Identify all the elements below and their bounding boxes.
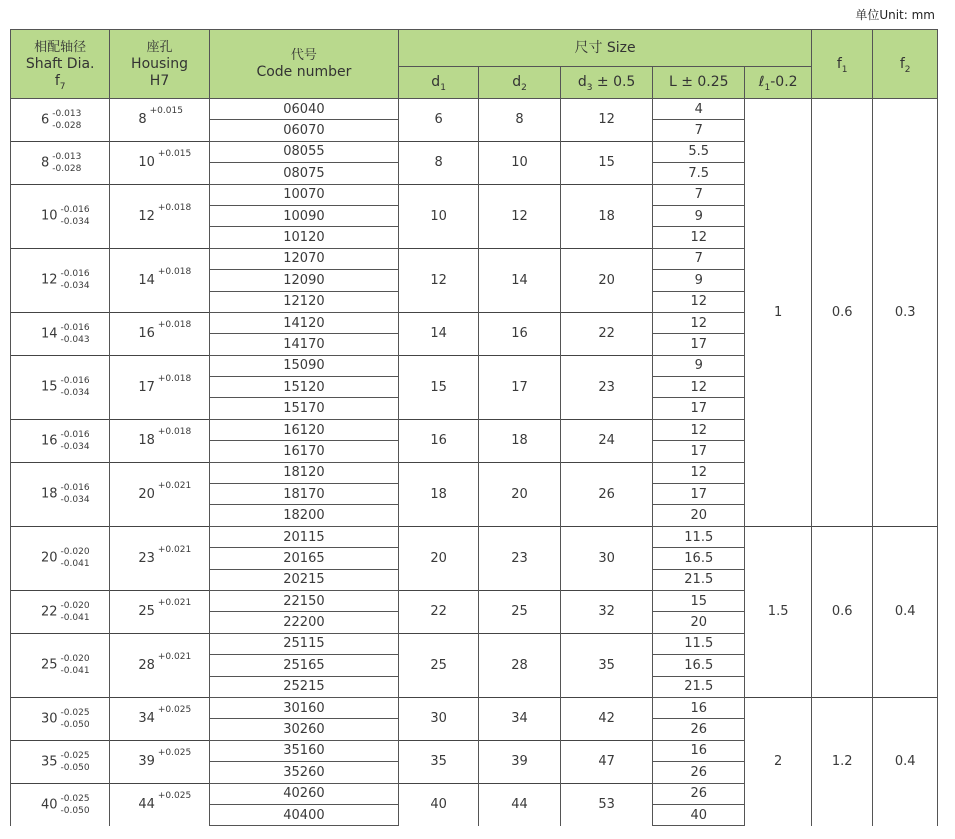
length-cell: 12 <box>653 291 745 312</box>
header-d1: $d_1$ <box>399 67 479 99</box>
housing-nominal: 14 <box>138 272 155 288</box>
shaft-tol-upper: -0.013 <box>52 108 82 119</box>
shaft-dia-cell <box>11 184 110 248</box>
code-cell: 20215 <box>209 569 398 590</box>
code-cell: 18170 <box>209 484 398 505</box>
housing-tolerance: +0.025 <box>157 748 192 759</box>
d2-cell: 18 <box>479 419 561 462</box>
shaft-nominal: 40 <box>41 797 58 813</box>
housing-cell <box>110 590 209 633</box>
shaft-tol-upper: -0.020 <box>60 654 90 665</box>
length-cell: 20 <box>653 505 745 526</box>
code-cell: 25215 <box>209 676 398 697</box>
length-cell: 7 <box>653 248 745 269</box>
l1-cell: 1.5 <box>745 526 812 697</box>
shaft-tolerance <box>61 322 90 346</box>
shaft-nominal: 6 <box>41 112 50 128</box>
code-cell: 10070 <box>209 184 398 205</box>
shaft-tol-lower: -0.034 <box>60 217 90 228</box>
code-cell: 08075 <box>209 163 398 184</box>
d3-cell: 12 <box>561 99 653 142</box>
d1-cell: 6 <box>399 99 479 142</box>
housing-tolerance: +0.021 <box>157 544 192 555</box>
length-cell: 9 <box>653 355 745 376</box>
code-cell: 14120 <box>209 312 398 333</box>
code-cell: 18200 <box>209 505 398 526</box>
shaft-tol-lower: -0.041 <box>60 612 90 623</box>
housing-nominal: 18 <box>138 433 155 449</box>
d1-cell: 18 <box>399 462 479 526</box>
housing-tolerance: +0.018 <box>157 320 192 331</box>
housing-tolerance: +0.015 <box>149 106 183 117</box>
shaft-tol-upper: -0.016 <box>60 269 90 280</box>
shaft-nominal: 18 <box>41 486 58 502</box>
length-cell: 40 <box>653 804 745 825</box>
housing-cell <box>110 419 209 462</box>
shaft-tol-lower: -0.034 <box>60 495 90 506</box>
d3-cell: 42 <box>561 697 653 740</box>
shaft-tol-lower: -0.034 <box>60 388 90 399</box>
shaft-dia-cell <box>11 462 110 526</box>
code-cell: 06070 <box>209 120 398 141</box>
length-cell: 17 <box>653 441 745 462</box>
shaft-tol-lower: -0.028 <box>52 163 82 174</box>
shaft-tol-upper: -0.016 <box>60 483 90 494</box>
length-cell: 17 <box>653 398 745 419</box>
length-cell: 12 <box>653 377 745 398</box>
housing-nominal: 16 <box>138 326 155 342</box>
d2-cell: 44 <box>479 783 561 826</box>
length-cell: 26 <box>653 783 745 804</box>
code-cell: 35260 <box>209 762 398 783</box>
length-cell: 7.5 <box>653 163 745 184</box>
shaft-nominal: 30 <box>41 711 58 727</box>
housing-nominal: 17 <box>138 379 155 395</box>
shaft-tol-upper: -0.020 <box>60 600 90 611</box>
d1-cell: 16 <box>399 419 479 462</box>
housing-cell <box>110 633 209 697</box>
code-cell: 18120 <box>209 462 398 483</box>
f2-cell: 0.4 <box>873 697 938 825</box>
d3-cell: 24 <box>561 419 653 462</box>
shaft-tol-upper: -0.016 <box>60 376 90 387</box>
d3-cell: 47 <box>561 740 653 783</box>
d2-cell: 16 <box>479 312 561 355</box>
code-cell: 15170 <box>209 398 398 419</box>
d3-cell: 35 <box>561 633 653 697</box>
code-cell: 16170 <box>209 441 398 462</box>
shaft-tol-upper: -0.016 <box>60 205 90 216</box>
length-cell: 16.5 <box>653 655 745 676</box>
d1-cell: 10 <box>399 184 479 248</box>
shaft-dia-cell <box>11 141 110 184</box>
d1-cell: 30 <box>399 697 479 740</box>
d1-cell: 8 <box>399 141 479 184</box>
code-cell: 30160 <box>209 697 398 718</box>
d1-cell: 12 <box>399 248 479 312</box>
housing-nominal: 44 <box>138 797 155 813</box>
d2-cell: 17 <box>479 355 561 419</box>
housing-nominal: 25 <box>138 604 155 620</box>
shaft-tol-lower: -0.050 <box>60 762 90 773</box>
d2-cell: 28 <box>479 633 561 697</box>
housing-nominal: 28 <box>138 657 155 673</box>
header-d3: $d_3 \pm 0.5$ <box>561 67 653 99</box>
d1-cell: 25 <box>399 633 479 697</box>
shaft-dia-cell <box>11 590 110 633</box>
header-shaft: 相配轴径 Shaft Dia. $f_7$ <box>11 30 110 99</box>
f2-cell: 0.4 <box>873 526 938 697</box>
length-cell: 15 <box>653 590 745 611</box>
l1-cell: 2 <box>745 697 812 825</box>
length-cell: 12 <box>653 462 745 483</box>
shaft-tolerance <box>61 793 90 817</box>
d3-cell: 23 <box>561 355 653 419</box>
shaft-tolerance <box>61 268 90 292</box>
shaft-dia-cell <box>11 697 110 740</box>
housing-cell <box>110 99 209 142</box>
code-cell: 12090 <box>209 270 398 291</box>
length-cell: 12 <box>653 419 745 440</box>
length-cell: 12 <box>653 227 745 248</box>
f1-cell: 0.6 <box>811 526 872 697</box>
d2-cell: 25 <box>479 590 561 633</box>
code-cell: 10090 <box>209 205 398 226</box>
length-cell: 16 <box>653 740 745 761</box>
shaft-tolerance <box>52 151 81 175</box>
d1-cell: 15 <box>399 355 479 419</box>
code-cell: 12120 <box>209 291 398 312</box>
d2-cell: 14 <box>479 248 561 312</box>
d1-cell: 22 <box>399 590 479 633</box>
shaft-nominal: 25 <box>41 657 58 673</box>
shaft-tol-upper: -0.016 <box>60 322 90 333</box>
length-cell: 4 <box>653 99 745 120</box>
code-cell: 08055 <box>209 141 398 162</box>
header-housing: 座孔 Housing H7 <box>110 30 209 99</box>
shaft-nominal: 12 <box>41 272 58 288</box>
length-cell: 11.5 <box>653 526 745 547</box>
length-cell: 9 <box>653 270 745 291</box>
housing-tolerance: +0.021 <box>157 598 192 609</box>
housing-tolerance: +0.018 <box>157 266 192 277</box>
d2-cell: 34 <box>479 697 561 740</box>
shaft-tol-lower: -0.034 <box>60 281 90 292</box>
shaft-tol-upper: -0.025 <box>60 707 90 718</box>
f1-cell: 0.6 <box>811 99 872 527</box>
header-f1: $f_1$ <box>811 30 872 99</box>
shaft-tolerance <box>61 707 90 731</box>
header-size: 尺寸 Size <box>399 30 812 67</box>
housing-tolerance: +0.018 <box>157 373 192 384</box>
shaft-tolerance <box>61 653 90 677</box>
length-cell: 17 <box>653 484 745 505</box>
shaft-tol-lower: -0.050 <box>60 719 90 730</box>
shaft-tol-upper: -0.025 <box>60 793 90 804</box>
d1-cell: 40 <box>399 783 479 826</box>
shaft-tolerance <box>61 204 90 228</box>
code-cell: 22150 <box>209 590 398 611</box>
d3-cell: 26 <box>561 462 653 526</box>
code-cell: 25115 <box>209 633 398 654</box>
shaft-tol-upper: -0.016 <box>60 429 90 440</box>
shaft-dia-cell <box>11 99 110 142</box>
shaft-dia-cell <box>11 419 110 462</box>
length-cell: 9 <box>653 205 745 226</box>
l1-cell: 1 <box>745 99 812 527</box>
d3-cell: 15 <box>561 141 653 184</box>
code-cell: 15090 <box>209 355 398 376</box>
housing-tolerance: +0.021 <box>157 651 192 662</box>
shaft-nominal: 20 <box>41 550 58 566</box>
shaft-nominal: 10 <box>41 208 58 224</box>
length-cell: 21.5 <box>653 676 745 697</box>
shaft-dia-cell <box>11 783 110 826</box>
d1-cell: 20 <box>399 526 479 590</box>
header-L: L ± 0.25 <box>653 67 745 99</box>
code-cell: 30260 <box>209 719 398 740</box>
housing-cell <box>110 355 209 419</box>
shaft-dia-cell <box>11 740 110 783</box>
housing-nominal: 39 <box>138 754 155 770</box>
shaft-dia-cell <box>11 526 110 590</box>
housing-cell <box>110 697 209 740</box>
d3-cell: 20 <box>561 248 653 312</box>
housing-nominal: 12 <box>138 208 155 224</box>
code-cell: 40260 <box>209 783 398 804</box>
housing-nominal: 10 <box>138 155 155 171</box>
d3-cell: 53 <box>561 783 653 826</box>
d2-cell: 20 <box>479 462 561 526</box>
shaft-tolerance <box>61 429 90 453</box>
shaft-tol-lower: -0.041 <box>60 666 90 677</box>
length-cell: 7 <box>653 120 745 141</box>
housing-tolerance: +0.018 <box>157 202 192 213</box>
shaft-tolerance <box>52 108 81 132</box>
housing-nominal: 23 <box>138 550 155 566</box>
housing-cell <box>110 312 209 355</box>
code-cell: 22200 <box>209 612 398 633</box>
length-cell: 7 <box>653 184 745 205</box>
unit-label: 单位Unit: mm <box>855 8 935 22</box>
code-cell: 14170 <box>209 334 398 355</box>
header-f2: $f_2$ <box>873 30 938 99</box>
d2-cell: 10 <box>479 141 561 184</box>
d1-cell: 14 <box>399 312 479 355</box>
shaft-dia-cell <box>11 312 110 355</box>
housing-cell <box>110 740 209 783</box>
length-cell: 26 <box>653 762 745 783</box>
shaft-tol-lower: -0.050 <box>60 805 90 816</box>
housing-cell <box>110 462 209 526</box>
shaft-nominal: 15 <box>41 379 58 395</box>
d1-cell: 35 <box>399 740 479 783</box>
shaft-nominal: 22 <box>41 604 58 620</box>
shaft-tol-lower: -0.028 <box>52 120 82 131</box>
code-cell: 16120 <box>209 419 398 440</box>
housing-tolerance: +0.021 <box>157 480 192 491</box>
housing-cell <box>110 184 209 248</box>
size-table <box>10 29 938 826</box>
housing-nominal: 20 <box>138 486 155 502</box>
code-cell: 12070 <box>209 248 398 269</box>
housing-cell <box>110 141 209 184</box>
length-cell: 16.5 <box>653 548 745 569</box>
code-cell: 25165 <box>209 655 398 676</box>
shaft-tol-upper: -0.013 <box>52 151 82 162</box>
d3-cell: 32 <box>561 590 653 633</box>
length-cell: 11.5 <box>653 633 745 654</box>
shaft-dia-cell <box>11 633 110 697</box>
length-cell: 20 <box>653 612 745 633</box>
f2-cell: 0.3 <box>873 99 938 527</box>
housing-cell <box>110 783 209 826</box>
d2-cell: 23 <box>479 526 561 590</box>
d3-cell: 22 <box>561 312 653 355</box>
shaft-tol-upper: -0.020 <box>60 547 90 558</box>
housing-tolerance: +0.018 <box>157 427 192 438</box>
length-cell: 5.5 <box>653 141 745 162</box>
shaft-tolerance <box>61 600 90 624</box>
shaft-nominal: 8 <box>41 155 50 171</box>
f1-cell: 1.2 <box>811 697 872 825</box>
d3-cell: 18 <box>561 184 653 248</box>
shaft-tolerance <box>61 375 90 399</box>
shaft-tol-upper: -0.025 <box>60 750 90 761</box>
housing-cell <box>110 526 209 590</box>
shaft-tolerance <box>61 482 90 506</box>
code-cell: 06040 <box>209 99 398 120</box>
shaft-dia-cell <box>11 248 110 312</box>
length-cell: 12 <box>653 312 745 333</box>
shaft-tolerance <box>61 546 90 570</box>
d2-cell: 12 <box>479 184 561 248</box>
housing-nominal: 8 <box>138 112 147 128</box>
shaft-nominal: 14 <box>41 326 58 342</box>
shaft-tol-lower: -0.043 <box>60 334 90 345</box>
shaft-tol-lower: -0.034 <box>60 441 90 452</box>
shaft-tolerance <box>61 750 90 774</box>
shaft-nominal: 35 <box>41 754 58 770</box>
code-cell: 10120 <box>209 227 398 248</box>
housing-tolerance: +0.025 <box>157 705 192 716</box>
shaft-dia-cell <box>11 355 110 419</box>
code-cell: 15120 <box>209 377 398 398</box>
shaft-tol-lower: -0.041 <box>60 559 90 570</box>
d3-cell: 30 <box>561 526 653 590</box>
length-cell: 16 <box>653 697 745 718</box>
code-cell: 20165 <box>209 548 398 569</box>
length-cell: 21.5 <box>653 569 745 590</box>
header-d2: $d_2$ <box>479 67 561 99</box>
housing-tolerance: +0.025 <box>157 791 192 802</box>
code-cell: 35160 <box>209 740 398 761</box>
length-cell: 17 <box>653 334 745 355</box>
length-cell: 26 <box>653 719 745 740</box>
housing-tolerance: +0.015 <box>157 149 192 160</box>
code-cell: 40400 <box>209 804 398 825</box>
table-body <box>11 99 938 826</box>
housing-cell <box>110 248 209 312</box>
header-l1: ℓ$_1$-0.2 <box>745 67 812 99</box>
d2-cell: 8 <box>479 99 561 142</box>
shaft-nominal: 16 <box>41 433 58 449</box>
code-cell: 20115 <box>209 526 398 547</box>
header-code: 代号 Code number <box>209 30 398 99</box>
housing-nominal: 34 <box>138 711 155 727</box>
d2-cell: 39 <box>479 740 561 783</box>
